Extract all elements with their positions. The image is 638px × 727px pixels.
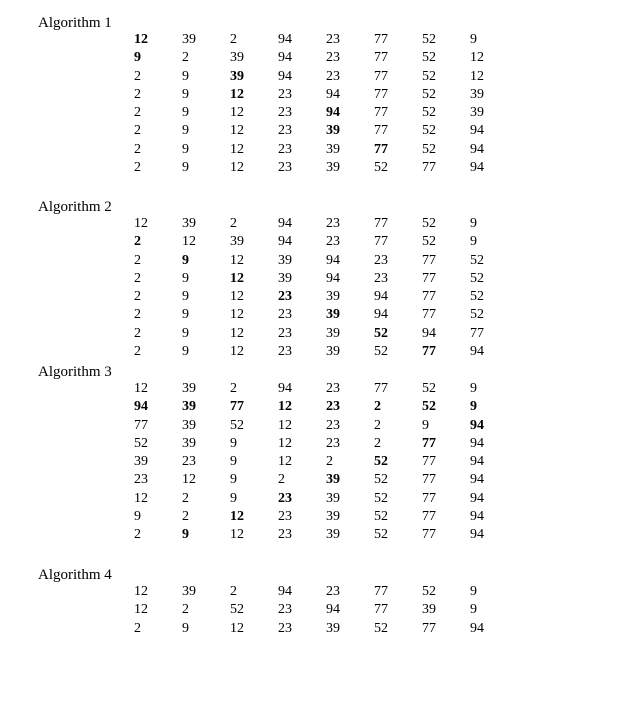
table-cell: 39 (326, 289, 340, 305)
table-cell: 39 (422, 602, 436, 618)
table-cell: 94 (470, 344, 484, 360)
table-cell: 94 (470, 417, 484, 433)
table-cell: 39 (182, 399, 196, 415)
table-cell: 9 (182, 160, 189, 176)
table-cell: 94 (470, 123, 484, 139)
table-cell: 9 (230, 454, 237, 470)
table-cell: 23 (326, 399, 340, 415)
table-cell: 39 (326, 160, 340, 176)
table-cell: 2 (230, 381, 237, 396)
table-cell: 52 (230, 602, 244, 618)
table-cell: 23 (374, 270, 388, 286)
table-cell: 23 (278, 160, 292, 176)
table-cell: 39 (230, 234, 244, 250)
table-cell: 39 (326, 123, 340, 139)
table-cell: 23 (326, 435, 340, 451)
table-cell: 2 (134, 160, 141, 176)
table-cell: 9 (470, 584, 477, 599)
table-cell: 12 (230, 620, 244, 636)
table-cell: 2 (134, 325, 141, 341)
table-cell: 12 (230, 160, 244, 176)
table-cell: 9 (470, 399, 477, 415)
table-cell: 77 (374, 32, 388, 47)
table-cell: 77 (374, 141, 388, 157)
table-cell: 9 (470, 32, 477, 47)
table-cell: 94 (470, 527, 484, 543)
table-cell: 12 (230, 86, 244, 102)
table-cell: 9 (182, 527, 189, 543)
table-cell: 9 (470, 234, 477, 250)
table-cell: 94 (374, 289, 388, 305)
table-cell: 2 (134, 86, 141, 102)
table-cell: 9 (230, 472, 237, 488)
table-cell: 94 (374, 307, 388, 323)
table-cell: 9 (470, 216, 477, 231)
table-cell: 39 (230, 68, 244, 84)
table-cell: 94 (470, 490, 484, 506)
table-cell: 12 (230, 344, 244, 360)
table-cell: 12 (230, 307, 244, 323)
table-cell: 23 (278, 141, 292, 157)
table-cell: 52 (470, 252, 484, 268)
table-cell: 52 (422, 399, 436, 415)
table-cell: 94 (470, 509, 484, 525)
table-cell: 52 (422, 32, 436, 47)
table-cell: 2 (374, 417, 381, 433)
table-cell: 9 (470, 602, 477, 618)
table-cell: 2 (134, 344, 141, 360)
table-cell: 52 (374, 490, 388, 506)
table-cell: 94 (134, 399, 148, 415)
table-cell: 2 (134, 234, 141, 250)
table-cell: 52 (374, 527, 388, 543)
table-cell: 23 (278, 123, 292, 139)
table-cell: 94 (470, 472, 484, 488)
table-cell: 39 (182, 417, 196, 433)
table-cell: 94 (422, 325, 436, 341)
table-cell: 77 (374, 584, 388, 599)
table-cell: 39 (230, 50, 244, 66)
table-cell: 52 (422, 381, 436, 396)
algorithm-2-title: Algorithm 2 (38, 199, 112, 215)
table-cell: 12 (470, 68, 484, 84)
table-cell: 77 (422, 509, 436, 525)
table-cell: 23 (326, 584, 340, 599)
table-cell: 52 (422, 216, 436, 231)
table-cell: 52 (422, 234, 436, 250)
table-cell: 52 (422, 68, 436, 84)
table-cell: 23 (278, 527, 292, 543)
table-cell: 52 (422, 123, 436, 139)
table-cell: 12 (134, 490, 148, 506)
table-cell: 94 (326, 86, 340, 102)
table-cell: 77 (422, 527, 436, 543)
table-cell: 39 (326, 620, 340, 636)
table-cell: 2 (230, 32, 237, 47)
table-cell: 52 (422, 584, 436, 599)
table-cell: 23 (278, 490, 292, 506)
table-cell: 23 (326, 381, 340, 396)
table-cell: 94 (326, 602, 340, 618)
table-cell: 77 (374, 105, 388, 121)
table-cell: 12 (230, 141, 244, 157)
table-cell: 2 (230, 584, 237, 599)
table-cell: 77 (422, 454, 436, 470)
table-cell: 23 (278, 602, 292, 618)
table-cell: 12 (182, 234, 196, 250)
table-cell: 23 (278, 307, 292, 323)
table-cell: 12 (278, 435, 292, 451)
table-cell: 77 (230, 399, 244, 415)
table-cell: 94 (278, 216, 292, 231)
table-cell: 94 (470, 454, 484, 470)
table-cell: 39 (134, 454, 148, 470)
table-cell: 23 (326, 50, 340, 66)
table-cell: 9 (182, 289, 189, 305)
table-cell: 2 (182, 490, 189, 506)
table-cell: 77 (422, 307, 436, 323)
table-cell: 52 (374, 472, 388, 488)
table-cell: 2 (134, 270, 141, 286)
table-cell: 12 (134, 32, 148, 47)
table-cell: 12 (230, 123, 244, 139)
table-cell: 12 (278, 454, 292, 470)
table-cell: 77 (374, 602, 388, 618)
table-cell: 77 (422, 620, 436, 636)
table-cell: 39 (182, 216, 196, 231)
table-cell: 77 (134, 417, 148, 433)
table-cell: 77 (374, 50, 388, 66)
table-cell: 77 (374, 234, 388, 250)
table-cell: 9 (470, 381, 477, 396)
table-cell: 94 (278, 381, 292, 396)
table-cell: 2 (134, 141, 141, 157)
table-cell: 2 (134, 105, 141, 121)
table-cell: 23 (278, 105, 292, 121)
table-cell: 52 (422, 105, 436, 121)
table-cell: 12 (470, 50, 484, 66)
table-cell: 23 (278, 344, 292, 360)
table-cell: 94 (470, 141, 484, 157)
table-cell: 52 (230, 417, 244, 433)
table-cell: 77 (374, 68, 388, 84)
table-cell: 94 (326, 270, 340, 286)
table-cell: 12 (230, 509, 244, 525)
table-cell: 94 (278, 50, 292, 66)
table-cell: 52 (422, 86, 436, 102)
table-cell: 39 (470, 86, 484, 102)
table-cell: 39 (326, 472, 340, 488)
table-cell: 52 (470, 270, 484, 286)
table-cell: 12 (230, 527, 244, 543)
table-cell: 77 (374, 381, 388, 396)
table-cell: 9 (182, 86, 189, 102)
table-cell: 77 (422, 472, 436, 488)
table-cell: 2 (134, 289, 141, 305)
table-cell: 77 (422, 344, 436, 360)
table-cell: 9 (182, 123, 189, 139)
table-cell: 94 (470, 620, 484, 636)
table-cell: 77 (422, 435, 436, 451)
table-cell: 77 (422, 490, 436, 506)
table-cell: 23 (326, 417, 340, 433)
table-cell: 2 (278, 472, 285, 488)
table-cell: 52 (374, 620, 388, 636)
table-cell: 12 (278, 399, 292, 415)
table-cell: 39 (326, 307, 340, 323)
algorithm-4-title: Algorithm 4 (38, 567, 112, 583)
table-cell: 23 (278, 325, 292, 341)
table-cell: 52 (134, 435, 148, 451)
table-cell: 9 (182, 307, 189, 323)
algorithm-3-title: Algorithm 3 (38, 364, 112, 380)
table-cell: 12 (230, 105, 244, 121)
table-cell: 39 (326, 141, 340, 157)
table-cell: 9 (182, 270, 189, 286)
table-cell: 12 (134, 216, 148, 231)
table-cell: 12 (134, 381, 148, 396)
table-cell: 2 (374, 435, 381, 451)
table-cell: 77 (422, 252, 436, 268)
table-cell: 2 (182, 50, 189, 66)
table-cell: 2 (182, 509, 189, 525)
table-cell: 12 (230, 289, 244, 305)
table-cell: 2 (134, 307, 141, 323)
table-cell: 39 (326, 527, 340, 543)
table-cell: 94 (326, 252, 340, 268)
table-cell: 23 (278, 509, 292, 525)
table-cell: 52 (374, 344, 388, 360)
table-cell: 12 (230, 252, 244, 268)
table-cell: 52 (374, 325, 388, 341)
table-cell: 12 (278, 417, 292, 433)
table-cell: 9 (182, 344, 189, 360)
table-cell: 52 (422, 141, 436, 157)
table-cell: 39 (278, 252, 292, 268)
table-cell: 39 (326, 325, 340, 341)
table-cell: 77 (422, 160, 436, 176)
table-cell: 9 (422, 417, 429, 433)
table-cell: 12 (182, 472, 196, 488)
table-cell: 77 (422, 289, 436, 305)
algorithm-1-title: Algorithm 1 (38, 15, 112, 31)
table-cell: 2 (374, 399, 381, 415)
table-cell: 12 (134, 602, 148, 618)
table-cell: 94 (278, 32, 292, 47)
table-cell: 52 (374, 160, 388, 176)
table-cell: 39 (326, 509, 340, 525)
table-cell: 39 (182, 584, 196, 599)
table-cell: 9 (182, 325, 189, 341)
table-cell: 94 (278, 68, 292, 84)
table-cell: 77 (470, 325, 484, 341)
table-cell: 52 (374, 509, 388, 525)
table-cell: 12 (230, 325, 244, 341)
table-cell: 2 (134, 123, 141, 139)
table-cell: 52 (470, 289, 484, 305)
table-cell: 2 (134, 252, 141, 268)
table-cell: 9 (182, 252, 189, 268)
table-cell: 2 (134, 527, 141, 543)
table-cell: 39 (182, 381, 196, 396)
table-cell: 23 (278, 289, 292, 305)
table-cell: 94 (326, 105, 340, 121)
table-cell: 94 (278, 584, 292, 599)
table-cell: 77 (374, 123, 388, 139)
table-cell: 23 (326, 234, 340, 250)
table-cell: 94 (278, 234, 292, 250)
table-cell: 9 (230, 435, 237, 451)
table-cell: 9 (134, 509, 141, 525)
table-cell: 77 (374, 86, 388, 102)
table-cell: 94 (470, 160, 484, 176)
table-cell: 9 (182, 68, 189, 84)
table-cell: 77 (422, 270, 436, 286)
table-cell: 23 (278, 620, 292, 636)
table-cell: 52 (470, 307, 484, 323)
table-cell: 77 (374, 216, 388, 231)
table-cell: 39 (470, 105, 484, 121)
table-cell: 2 (134, 620, 141, 636)
table-cell: 23 (134, 472, 148, 488)
table-cell: 39 (326, 490, 340, 506)
table-cell: 52 (374, 454, 388, 470)
table-cell: 52 (422, 50, 436, 66)
table-cell: 9 (134, 50, 141, 66)
table-cell: 39 (182, 435, 196, 451)
table-cell: 9 (182, 105, 189, 121)
table-cell: 23 (326, 32, 340, 47)
table-cell: 94 (470, 435, 484, 451)
table-cell: 39 (278, 270, 292, 286)
table-cell: 39 (326, 344, 340, 360)
table-cell: 12 (134, 584, 148, 599)
table-cell: 23 (182, 454, 196, 470)
table-cell: 2 (182, 602, 189, 618)
table-cell: 23 (374, 252, 388, 268)
table-cell: 2 (326, 454, 333, 470)
table-cell: 23 (326, 216, 340, 231)
table-cell: 39 (182, 32, 196, 47)
table-cell: 12 (230, 270, 244, 286)
table-cell: 9 (182, 141, 189, 157)
table-cell: 23 (326, 68, 340, 84)
table-cell: 9 (230, 490, 237, 506)
table-cell: 2 (134, 68, 141, 84)
table-cell: 2 (230, 216, 237, 231)
table-cell: 9 (182, 620, 189, 636)
table-cell: 23 (278, 86, 292, 102)
